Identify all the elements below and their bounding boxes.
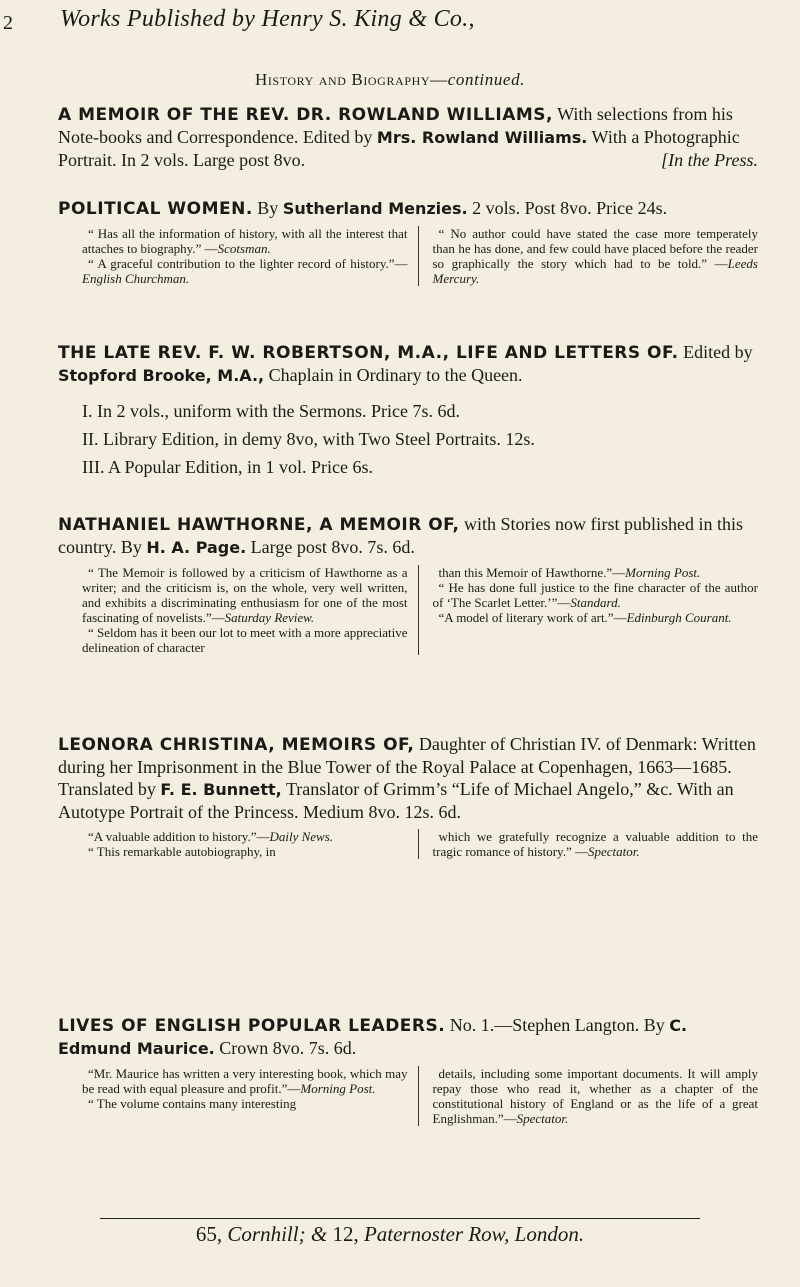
edition-item: III. A Popular Edition, in 1 vol. Price 6s.: [82, 457, 373, 477]
entry-hawthorne: [58, 513, 758, 655]
entry-description: Daughter of Christian IV. of Denmark: Written during her Imprisonment in the Blue Tower of the Royal Palace at Copenhagen, 1663—1685. Translated by: [58, 734, 756, 799]
entry-details: Translator of Grimm’s “Life of Michael Angelo,” &c. With an Autotype Portrait of the Princess. Medium 8vo. 12s. 6d.: [58, 779, 734, 822]
entry-description: No. 1.—Stephen Langton. By: [449, 1015, 665, 1035]
review-source: Morning Post.: [300, 1081, 376, 1096]
review-columns: [58, 829, 758, 859]
entry-title: A MEMOIR OF THE REV. DR. ROWLAND WILLIAMS,: [58, 105, 553, 125]
review-source: Leeds Mercury.: [432, 256, 758, 286]
entry-popular-leaders: [58, 1014, 758, 1126]
review-quote: “ Seldom has it been our lot to meet with a more appreciative delineation of character: [82, 625, 408, 655]
edition-item: II. Library Edition, in demy 8vo, with Two Steel Portraits. 12s.: [82, 429, 535, 449]
section-heading-text: History and Biography—: [254, 70, 448, 89]
review-columns: [58, 565, 758, 655]
review-quote: “ No author could have stated the case more temperately than he has done, and few could have placed before the reader so graphically the story which had to be told.” —Leeds Mercury.: [432, 226, 758, 286]
entry-status: [In the Press.: [661, 150, 758, 170]
review-columns: [58, 226, 758, 286]
review-source: Standard.: [570, 595, 621, 610]
address-number-1: 65,: [195, 1222, 223, 1246]
running-title: Works Published by Henry S. King & Co.,: [60, 6, 475, 32]
entry-title: NATHANIEL HAWTHORNE, A MEMOIR OF,: [58, 515, 460, 535]
review-quote: “ The volume contains many interesting: [88, 1096, 297, 1111]
entry-rowland-williams: [58, 103, 758, 171]
review-quote: than this Memoir of Hawthorne.”—Morning Post.: [438, 565, 701, 580]
ampersand: &: [310, 1222, 328, 1246]
review-column-right: [419, 226, 759, 286]
review-source: Spectator.: [587, 844, 640, 859]
address-number-2: 12,: [332, 1222, 359, 1246]
entry-title: POLITICAL WOMEN.: [58, 199, 253, 219]
entry-text: [58, 513, 758, 559]
review-column-right: [419, 1066, 759, 1126]
entry-text: [58, 103, 758, 171]
entry-details: Large post 8vo. 7s. 6d.: [250, 537, 415, 557]
edition-list: [58, 399, 758, 479]
review-quote: “ This remarkable autobiography, in: [88, 844, 276, 859]
review-column-left: [82, 1066, 419, 1126]
review-source: Edinburgh Courant.: [626, 610, 732, 625]
entry-translator: F. E. Bunnett,: [160, 780, 282, 799]
review-column-left: [82, 829, 419, 859]
entry-author: H. A. Page.: [146, 538, 247, 557]
address-street-2: Paternoster Row, London.: [363, 1222, 585, 1246]
running-head: [0, 2, 760, 36]
entry-author: Sutherland Menzies.: [282, 199, 468, 218]
review-column-right: [419, 829, 759, 859]
review-quote: “ He has done full justice to the fine character of the author of ‘The Scarlet Letter.’”—Standard.: [432, 580, 758, 610]
address-street-1: Cornhill;: [227, 1222, 306, 1246]
section-continued: continued.: [447, 70, 526, 89]
review-column-right: [419, 565, 759, 655]
entry-text: [58, 197, 758, 220]
review-column-left: [82, 226, 419, 286]
entry-edited: Edited by: [683, 342, 753, 362]
entry-text: [58, 733, 758, 823]
entry-robertson: [58, 341, 758, 483]
entry-description: with Stories now first published in this country. By: [58, 514, 744, 557]
review-quote: which we gratefully recognize a valuable addition to the tragic romance of history.” —Spectator.: [432, 829, 758, 859]
entry-leonora-christina: [58, 733, 758, 859]
publisher-address: [0, 1222, 780, 1247]
review-source: Spectator.: [516, 1111, 569, 1126]
review-source: Morning Post.: [625, 565, 701, 580]
entry-title: LIVES OF ENGLISH POPULAR LEADERS.: [58, 1016, 446, 1036]
review-quote: “ A graceful contribution to the lighter record of history.”—English Churchman.: [82, 256, 408, 286]
review-quote: details, including some important documents. It will amply repay those who read it, whether as a chapter of the constitutional history of England or as the life of a great Englishman.”—Spectator.: [432, 1066, 758, 1126]
review-source: English Churchman.: [82, 271, 190, 286]
entry-details: Chaplain in Ordinary to the Queen.: [268, 365, 523, 385]
entry-by: By: [257, 198, 279, 218]
entry-text: [58, 1014, 758, 1060]
review-column-left: [82, 565, 419, 655]
review-source: Scotsman.: [217, 241, 271, 256]
review-quote: “A valuable addition to history.”—Daily News.: [88, 829, 334, 844]
entry-editor: Stopford Brooke, M.A.,: [58, 366, 265, 385]
entry-text: [58, 341, 758, 387]
entry-title: THE LATE REV. F. W. ROBERTSON, M.A., LIFE AND LETTERS OF.: [58, 343, 679, 363]
review-columns: [58, 1066, 758, 1126]
entry-political-women: [58, 197, 758, 286]
footer-rule: [100, 1218, 700, 1219]
review-quote: “ Has all the information of history, with all the interest that attaches to biography.” —Scotsman.: [82, 226, 408, 256]
entry-author: C. Edmund Maurice.: [58, 1016, 688, 1058]
section-heading: [0, 70, 780, 90]
review-quote: “Mr. Maurice has written a very interesting book, which may be read with equal pleasure and profit.”—Morning Post.: [82, 1066, 408, 1096]
entry-details: With a Photographic Portrait. In 2 vols. Large post 8vo.: [58, 127, 740, 170]
entry-editor: Mrs. Rowland Williams.: [376, 128, 588, 147]
entry-description: With selections from his Note-books and Correspondence. Edited by: [58, 104, 733, 147]
review-source: Daily News.: [269, 829, 334, 844]
review-quote: “ The Memoir is followed by a criticism of Hawthorne as a writer; and the criticism is, on the whole, very well written, and exhibits a discriminating enthusiasm for one of the most fascinating of novelists.”—Saturday Review.: [82, 565, 408, 625]
entry-title: LEONORA CHRISTINA, MEMOIRS OF,: [58, 735, 415, 755]
edition-item: I. In 2 vols., uniform with the Sermons. Price 7s. 6d.: [82, 401, 460, 421]
entry-details: Crown 8vo. 7s. 6d.: [219, 1038, 357, 1058]
page-number: 2: [3, 12, 13, 34]
review-quote: “A model of literary work of art.”—Edinburgh Courant.: [438, 610, 732, 625]
review-source: Saturday Review.: [224, 610, 315, 625]
entry-details: 2 vols. Post 8vo. Price 24s.: [472, 198, 668, 218]
